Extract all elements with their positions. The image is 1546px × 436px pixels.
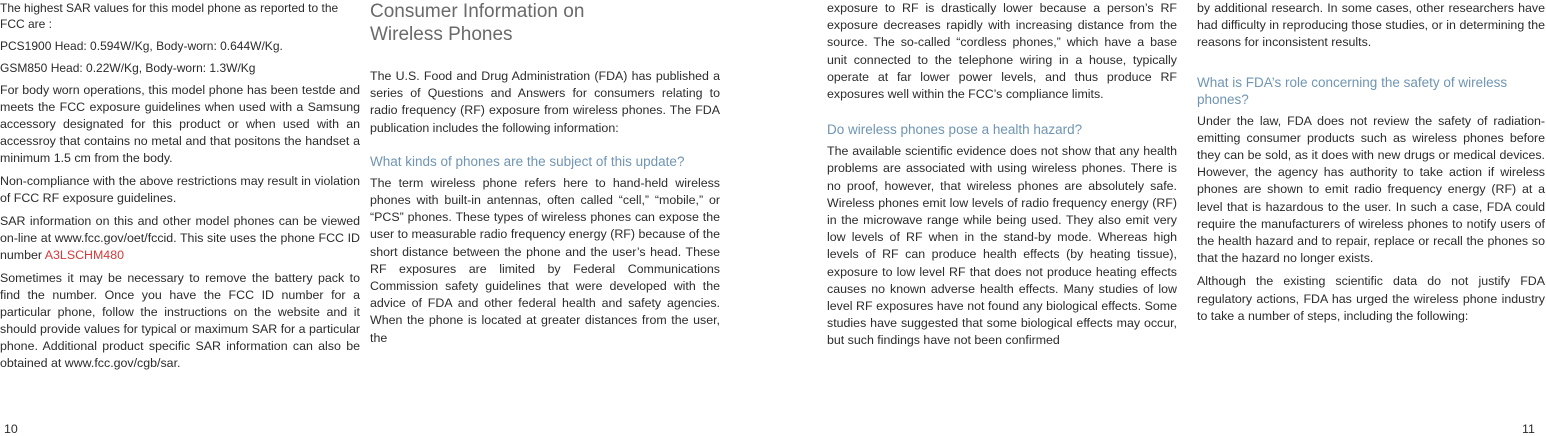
sar-pcs1900: PCS1900 Head: 0.594W/Kg, Body-worn: 0.644W/Kg. xyxy=(0,39,283,53)
phones-subject-paragraph: The term wireless phone refers here to hand-held wireless phones with built-in antennas, often called “cell,” “mobile,” or “PCS” phones. These types of wireless phones can expose the user to measurable radio frequency energy (RF) because of the short distance between the phone and the user’s head. These RF exposures are limited by Federal Communications Commission safety guidelines that were developed with the advice of FDA and other federal health and safety agencies. When the phone is located at greater distances from the user, the xyxy=(370,175,720,345)
fda-steps-paragraph: Although the existing scientific data do not justify FDA regulatory actions, FDA has urged the wireless phone industry to take a number of steps, including the following: xyxy=(1197,274,1545,323)
battery-paragraph: Sometimes it may be necessary to remove the battery pack to find the number. Once you have the FCC ID number for a particular phone, follow the instructions on the website and it should provide values for typical or maximum SAR for a particular phone. Additional product specific SAR information can also be obtained at www.fcc.gov/cgb/sar. xyxy=(0,271,360,370)
fcc-id-number: A3LSCHM480 xyxy=(44,248,124,262)
health-hazard-heading: Do wireless phones pose a health hazard? xyxy=(827,122,1083,138)
research-paragraph: by additional research. In some cases, other researchers have had difficulty in reproducing those studies, or in determining the reasons for inconsistent results. xyxy=(1197,1,1545,50)
sar-info-text: SAR information on this and other model phones can be viewed on-line at www.fcc.gov/oet/fccid. This site uses the phone FCC ID number xyxy=(0,214,360,262)
page-number-left: 10 xyxy=(4,422,18,436)
sar-info-paragraph xyxy=(0,213,360,264)
body-worn-paragraph: For body worn operations, this model phone has been testde and meets the FCC exposure guidelines when used with a Samsung accessory designated for this product or when used with an accessroy that contains no metal and that positons the handset a minimum 1.5 cm from the body. xyxy=(0,83,360,165)
left-page-column-2 xyxy=(370,0,720,353)
cordless-phones-paragraph: exposure to RF is drastically lower because a person’s RF exposure decreases rapidly with increasing distance from the source. The so-called “cordless phones,” which have a base unit connected to the telephone wiring in a house, typically operate at far lower power levels, and thus produce RF exposures well within the FCC’s compliance limits. xyxy=(827,1,1177,102)
page-number-right: 11 xyxy=(1522,422,1535,436)
fda-role-heading: What is FDA’s role concerning the safety of wireless phones? xyxy=(1197,74,1508,107)
phones-subject-heading: What kinds of phones are the subject of this update? xyxy=(370,153,685,169)
right-page-column-2 xyxy=(1197,0,1545,331)
right-page-column-1 xyxy=(827,0,1177,356)
section-title: Consumer Information on Wireless Phones xyxy=(370,1,585,45)
sar-intro: The highest SAR values for this model phone as reported to the FCC are : xyxy=(0,1,339,31)
fda-role-paragraph: Under the law, FDA does not review the safety of radiation-emitting consumer products such as wireless phones before they can be sold, as it does with new drugs or medical devices. However, the agency has authority to take action if wireless phones are shown to emit radio frequency energy (RF) at a level that is hazardous to the user. In such a case, FDA could require the manufacturers of wireless phones to notify users of the health hazard and to repair, replace or recall the phones so that the hazard no longer exists. xyxy=(1197,113,1545,266)
fda-intro-paragraph: The U.S. Food and Drug Administration (FDA) has published a series of Questions and Answers for consumers relating to radio frequency (RF) exposure from wireless phones. The FDA publication includes the following information: xyxy=(370,69,720,135)
non-compliance-paragraph: Non-compliance with the above restrictions may result in violation of FCC RF exposure guidelines. xyxy=(0,174,360,205)
health-hazard-paragraph: The available scientific evidence does not show that any health problems are associated with using wireless phones. There is no proof, however, that wireless phones are absolutely safe. Wireless phones emit low levels of radio frequency energy (RF) in the microwave range while being used. They also emit very low levels of RF when in the stand-by mode. Whereas high levels of RF can produce health effects (by heating tissue), exposure to low level RF that does not produce heating effects causes no known adverse health effects. Many studies of low level RF exposures have not found any biological effects. Some studies have suggested that some biological effects may occur, but such findings have not been confirmed xyxy=(827,144,1177,348)
left-page-column-1 xyxy=(0,0,360,378)
sar-gsm850: GSM850 Head: 0.22W/Kg, Body-worn: 1.3W/Kg xyxy=(0,61,256,75)
